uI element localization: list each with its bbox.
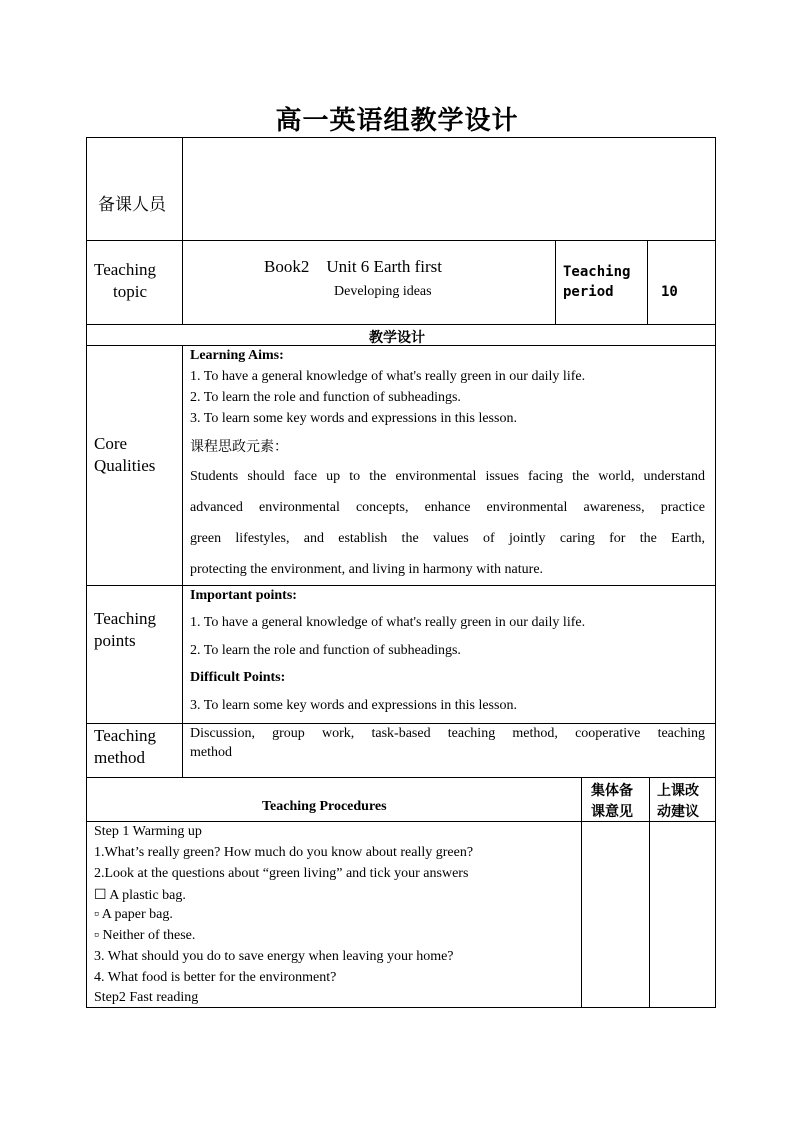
procedure-step: 1.What’s really green? How much do you know about really green?: [94, 845, 474, 860]
topic-section: Developing ideas: [334, 284, 432, 299]
method-text-line2: method: [190, 745, 232, 760]
row-divider: [86, 777, 716, 778]
preparer-label: 备课人员: [98, 195, 166, 215]
ideology-line: protecting the environment, and living in harmony with nature.: [190, 562, 544, 577]
table-border-right: [715, 137, 716, 1008]
procedure-step: ☐ A plastic bag.: [94, 888, 186, 903]
row-divider: [86, 585, 716, 586]
design-heading: 教学设计: [369, 330, 425, 346]
revision-suggestion-header-line1: 上课改: [657, 783, 699, 799]
column-divider: [647, 240, 648, 325]
table-border-bottom: [86, 1007, 716, 1008]
table-border-left: [86, 137, 87, 1008]
procedure-step: ▫ A paper bag.: [94, 907, 173, 922]
procedure-step: 2.Look at the questions about “green living” and tick your answers: [94, 866, 469, 881]
period-value: 10: [661, 284, 678, 300]
procedure-step: 4. What food is better for the environment?: [94, 970, 337, 985]
column-divider: [649, 777, 650, 1008]
column-divider: [182, 345, 183, 778]
row-divider: [86, 240, 716, 241]
difficult-point-item: 3. To learn some key words and expressions in this lesson.: [190, 698, 517, 713]
important-points-heading: Important points:: [190, 588, 297, 603]
topic-book: Book2 Unit 6 Earth first: [264, 257, 443, 276]
procedures-heading: Teaching Procedures: [262, 799, 387, 814]
ideology-line: advanced environmental concepts, enhance environmental awareness, practice: [190, 500, 705, 515]
learning-aim-item: 1. To have a general knowledge of what's really green in our daily life.: [190, 369, 586, 384]
row-divider: [86, 821, 716, 822]
learning-aim-item: 2. To learn the role and function of subheadings.: [190, 390, 461, 405]
learning-aim-item: 3. To learn some key words and expressions in this lesson.: [190, 411, 517, 426]
method-text-line1: Discussion, group work, task-based teaching method, cooperative teaching: [190, 726, 705, 741]
page-title: 高一英语组教学设计: [275, 106, 519, 136]
topic-label-line1: Teaching: [94, 260, 157, 279]
method-label-line2: method: [94, 748, 145, 767]
procedure-step: Step 1 Warming up: [94, 824, 202, 839]
column-divider: [581, 777, 582, 1008]
column-divider: [182, 137, 183, 325]
row-divider: [86, 723, 716, 724]
core-label-line1: Core: [94, 434, 128, 453]
group-opinion-header-line2: 课意见: [591, 804, 633, 820]
important-point-item: 2. To learn the role and function of subheadings.: [190, 643, 461, 658]
points-label-line2: points: [94, 631, 136, 650]
column-divider: [555, 240, 556, 325]
period-label-line1: Teaching: [563, 264, 631, 280]
table-border-top: [86, 137, 716, 138]
period-label-line2: period: [563, 284, 614, 300]
difficult-points-heading: Difficult Points:: [190, 670, 286, 685]
core-label-line2: Qualities: [94, 456, 156, 475]
ideology-line: green lifestyles, and establish the values of jointly caring for the Earth,: [190, 531, 705, 546]
learning-aims-heading: Learning Aims:: [190, 348, 284, 363]
row-divider: [86, 324, 716, 325]
group-opinion-header-line1: 集体备: [591, 783, 633, 799]
procedure-step: 3. What should you do to save energy when leaving your home?: [94, 949, 454, 964]
procedure-step: Step2 Fast reading: [94, 990, 199, 1005]
ideology-heading: 课程思政元素：: [190, 439, 288, 455]
ideology-line: Students should face up to the environmental issues facing the world, understand: [190, 469, 705, 484]
important-point-item: 1. To have a general knowledge of what's really green in our daily life.: [190, 615, 586, 630]
topic-label-line2: topic: [113, 282, 147, 301]
points-label-line1: Teaching: [94, 609, 157, 628]
method-label-line1: Teaching: [94, 726, 157, 745]
revision-suggestion-header-line2: 动建议: [657, 804, 699, 820]
procedure-step: ▫ Neither of these.: [94, 928, 196, 943]
